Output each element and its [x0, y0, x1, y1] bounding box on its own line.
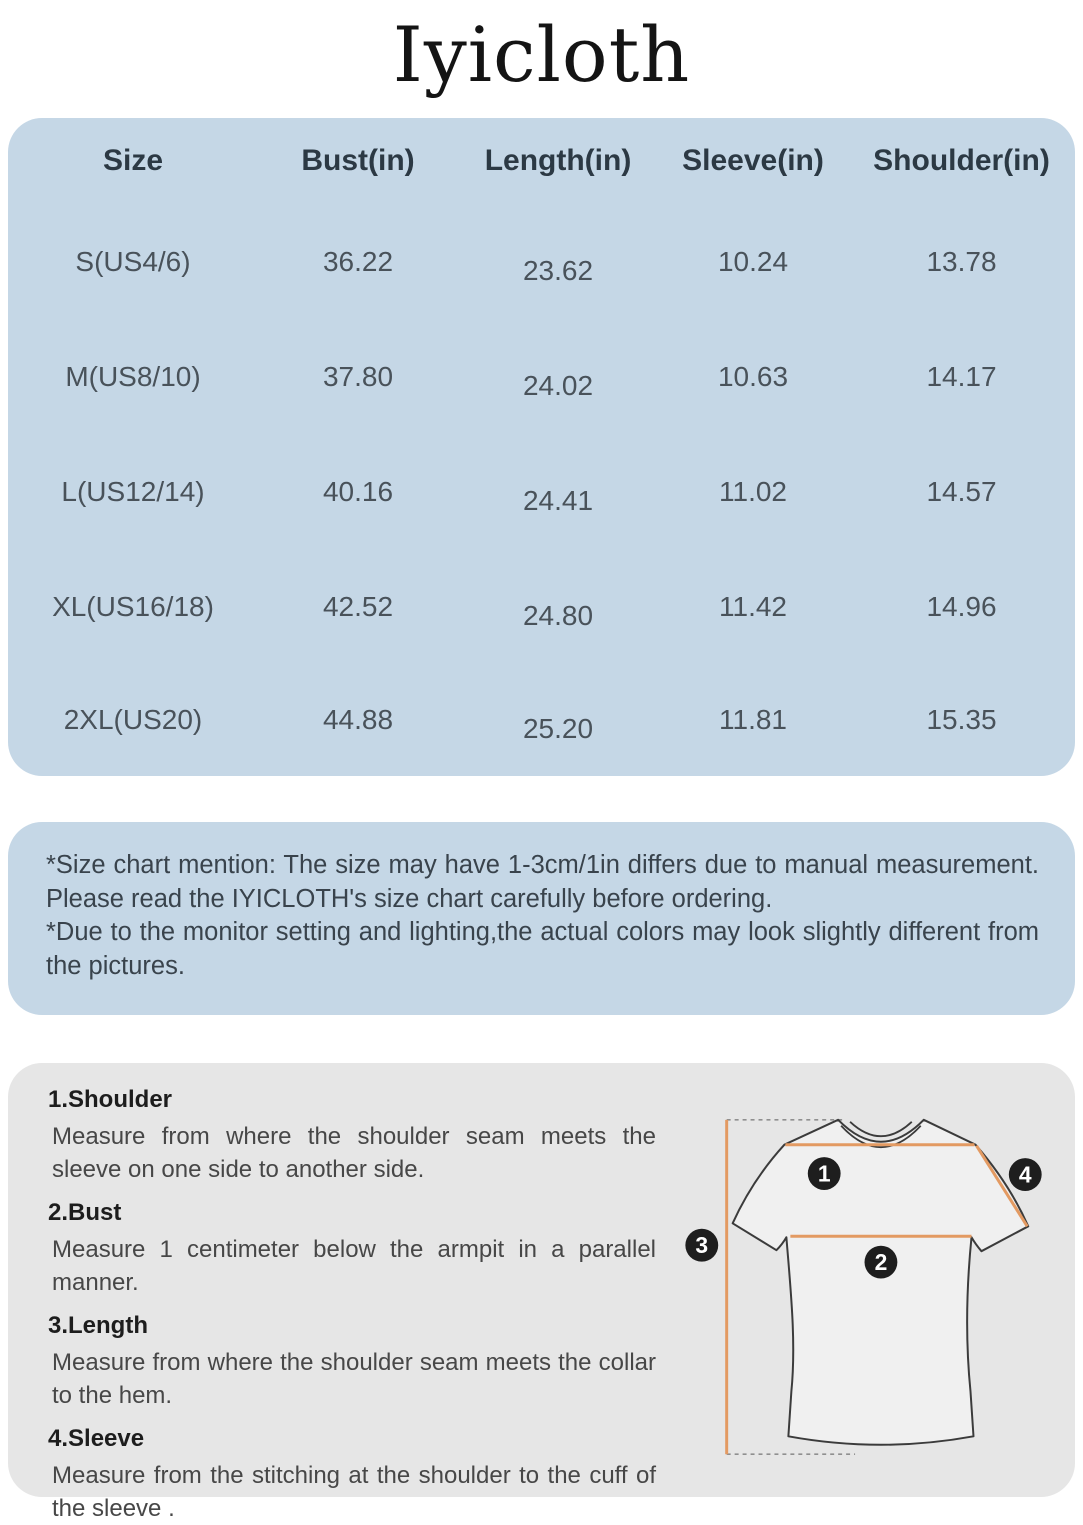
column-header-shoulder: Shoulder(in)	[873, 144, 1050, 177]
shoulder-cell: 14.96	[926, 590, 997, 622]
shoulder-cell: 14.17	[926, 360, 997, 392]
measure-guide-panel	[8, 1063, 1075, 1522]
guide-item-bust-title: 2.Bust	[48, 1199, 122, 1226]
column-header-bust: Bust(in)	[301, 144, 415, 177]
size-table	[8, 118, 1075, 776]
bust-cell: 37.80	[322, 360, 394, 392]
badge-shoulder-number: 1	[817, 1160, 831, 1187]
size-cell: M(US8/10)	[65, 360, 201, 392]
guide-item-length-title: 3.Length	[48, 1312, 148, 1339]
tshirt-outline	[733, 1120, 1029, 1445]
size-cell: XL(US16/18)	[52, 590, 214, 622]
badge-sleeve-number: 4	[1018, 1161, 1032, 1188]
column-header-size: Size	[102, 144, 164, 177]
bust-cell: 40.16	[322, 475, 394, 507]
measure-guide-list	[48, 1073, 656, 1525]
note-line-colors: *Due to the monitor setting and lighting,the actual colors may look slightly different from the pictures.	[46, 918, 1039, 980]
badge-shoulder	[808, 1157, 841, 1190]
collar-back-line	[850, 1122, 912, 1136]
size-cell: S(US4/6)	[75, 245, 191, 277]
shoulder-cell: 14.57	[926, 475, 997, 507]
badge-length-number: 3	[695, 1232, 709, 1259]
shoulder-cell: 15.35	[926, 704, 997, 735]
badge-sleeve	[1009, 1158, 1042, 1191]
tshirt-measurement-diagram	[658, 1087, 1076, 1495]
size-cell: 2XL(US20)	[63, 704, 203, 735]
sleeve-cell: 10.24	[717, 245, 789, 277]
note-line-measurement: *Size chart mention: The size may have 1-3cm/1in differs due to manual measurement. Please read the IYICLOTH's size chart carefully before ordering.	[46, 851, 1039, 913]
length-cell: 23.62	[522, 254, 594, 286]
column-header-length: Length(in)	[484, 144, 632, 177]
size-note-panel	[8, 822, 1075, 1015]
badge-bust-number: 2	[874, 1249, 888, 1276]
length-cell: 24.80	[522, 599, 594, 631]
sleeve-cell: 11.42	[719, 590, 787, 622]
column-header-sleeve: Sleeve(in)	[682, 144, 824, 177]
brand-logo: Iyicloth	[392, 9, 691, 99]
bust-cell: 36.22	[322, 245, 394, 277]
badge-bust	[865, 1246, 898, 1279]
guide-item-length-text: Measure from where the shoulder seam meets the collar to the hem.	[52, 1349, 656, 1409]
length-cell: 24.41	[522, 484, 594, 516]
size-chart-panel	[8, 118, 1075, 776]
badge-length	[685, 1229, 718, 1262]
guide-item-shoulder-text: Measure from where the shoulder seam meets the sleeve on one side to another side.	[52, 1123, 656, 1183]
bust-cell: 42.52	[322, 590, 394, 622]
length-cell: 24.02	[522, 369, 594, 401]
sleeve-cell: 10.63	[717, 360, 789, 392]
length-cell: 25.20	[522, 713, 594, 744]
bust-cell: 44.88	[322, 704, 394, 735]
guide-item-sleeve-text: Measure from the stitching at the shoulder to the cuff of the sleeve .	[52, 1462, 656, 1522]
guide-item-bust-text: Measure 1 centimeter below the armpit in a parallel manner.	[52, 1236, 656, 1296]
guide-item-shoulder-title: 1.Shoulder	[48, 1086, 173, 1113]
shoulder-cell: 13.78	[926, 245, 997, 277]
guide-item-sleeve-title: 4.Sleeve	[48, 1425, 145, 1452]
size-note-text	[46, 849, 1039, 983]
sleeve-cell: 11.81	[719, 704, 787, 735]
sleeve-cell: 11.02	[719, 475, 787, 507]
size-cell: L(US12/14)	[61, 475, 205, 507]
